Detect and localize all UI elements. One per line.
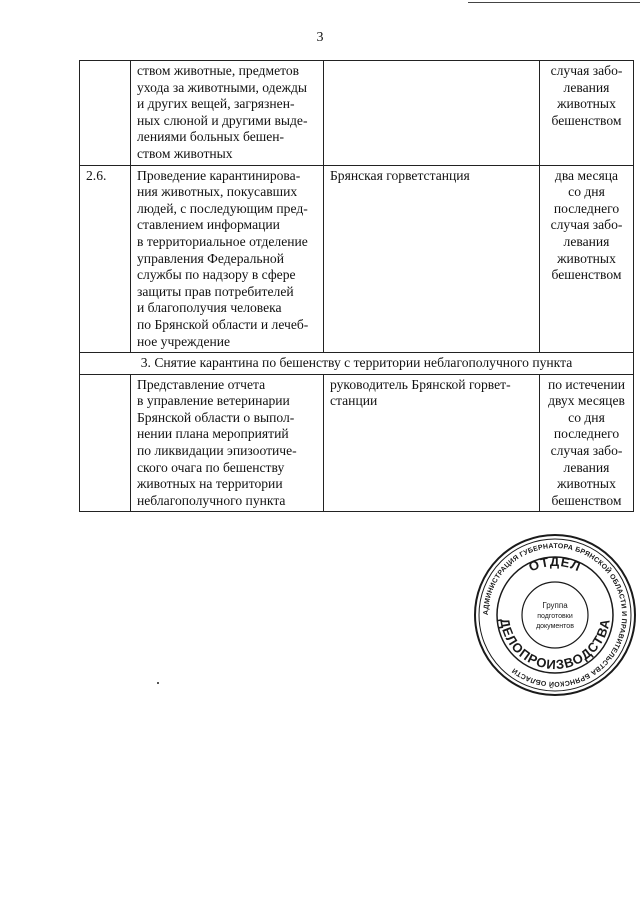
section-row bbox=[80, 353, 634, 375]
row-number bbox=[80, 374, 131, 512]
cell-line: животных на территории bbox=[137, 476, 283, 492]
table-row bbox=[80, 374, 634, 512]
cell-line: Брянская горветстанция bbox=[330, 167, 470, 183]
cell-line: управления Федеральной bbox=[137, 250, 284, 266]
cell-line: Брянской области о выпол- bbox=[137, 409, 295, 425]
cell-line: ухода за животными, одежды bbox=[137, 79, 308, 95]
responsible-cell bbox=[324, 165, 540, 353]
scan-speck bbox=[157, 682, 159, 684]
cell-line: неблагополучного пункта bbox=[137, 492, 286, 508]
cell-line: левания bbox=[563, 79, 610, 95]
cell-line: руководитель Брянской горвет- bbox=[330, 376, 511, 392]
cell-line: людей, с последующим пред- bbox=[137, 200, 308, 216]
cell-line: и благополучия человека bbox=[137, 300, 282, 316]
cell-line: по истечении bbox=[547, 376, 626, 392]
cell-line: в управление ветеринарии bbox=[137, 393, 290, 409]
top-edge-line bbox=[468, 2, 640, 3]
cell-line: лениями больных бешен- bbox=[137, 129, 285, 145]
plan-table bbox=[79, 60, 634, 512]
cell-line: ное учреждение bbox=[137, 333, 231, 349]
row-number bbox=[80, 61, 131, 166]
cell-line: ством животные, предметов bbox=[137, 63, 300, 78]
cell-line: ского очага по бешенству bbox=[137, 459, 285, 475]
cell-line: со дня bbox=[568, 409, 605, 425]
cell-line: со дня bbox=[568, 184, 605, 200]
stamp-bottom-text: ДЕЛОПРОИЗВОДСТВА bbox=[497, 616, 613, 673]
cell-line: бешенством bbox=[551, 112, 622, 128]
section-heading: 3. Снятие карантина по бешенству с территории неблагополучного пункта bbox=[80, 353, 634, 375]
cell-line: бешенством bbox=[551, 492, 622, 508]
cell-line: службы по надзору в сфере bbox=[137, 267, 296, 283]
cell-line: животных bbox=[557, 476, 616, 492]
cell-line: станции bbox=[330, 393, 378, 409]
action-cell bbox=[131, 61, 324, 166]
stamp-center-3: документов bbox=[536, 623, 574, 630]
cell-line: последнего bbox=[553, 426, 620, 442]
row-number: 2.6. bbox=[80, 165, 131, 353]
cell-line: ния животных, покусавших bbox=[137, 184, 298, 200]
responsible-cell bbox=[324, 374, 540, 512]
cell-line: и других вещей, загрязнен- bbox=[137, 96, 295, 112]
cell-line: ством животных bbox=[137, 145, 233, 161]
cell-line: два месяца bbox=[554, 167, 619, 183]
action-cell bbox=[131, 374, 324, 512]
cell-line: в территориальное отделение bbox=[137, 233, 308, 249]
cell-line: нении плана мероприятий bbox=[137, 426, 289, 442]
official-stamp bbox=[470, 530, 640, 700]
cell-line: ных слюной и другими выде- bbox=[137, 112, 308, 128]
cell-line: Проведение карантинирова- bbox=[137, 167, 301, 183]
cell-line: последнего bbox=[553, 200, 620, 216]
table-row bbox=[80, 61, 634, 166]
term-cell bbox=[540, 61, 634, 166]
responsible-cell bbox=[324, 61, 540, 166]
term-cell bbox=[540, 165, 634, 353]
cell-line: случая забо- bbox=[550, 443, 623, 459]
stamp-top-text: ОТДЕЛ bbox=[526, 553, 584, 575]
term-cell bbox=[540, 374, 634, 512]
action-cell bbox=[131, 165, 324, 353]
cell-line: животных bbox=[557, 96, 616, 112]
stamp-center-1: Группа bbox=[542, 601, 568, 610]
cell-line: по ликвидации эпизоотиче- bbox=[137, 443, 297, 459]
cell-line: бешенством bbox=[551, 267, 622, 283]
page-number: 3 bbox=[316, 30, 324, 45]
cell-line: защиты прав потребителей bbox=[137, 283, 294, 299]
cell-line: левания bbox=[563, 459, 610, 475]
cell-line: случая забо- bbox=[550, 63, 623, 78]
table-row bbox=[80, 165, 634, 353]
cell-line: Представление отчета bbox=[137, 376, 266, 392]
stamp-outer-text: АДМИНИСТРАЦИЯ ГУБЕРНАТОРА БРЯНСКОЙ ОБЛАСТИ И ПРАВИТЕЛЬСТВА БРЯНСКОЙ ОБЛАСТИ bbox=[482, 542, 628, 688]
cell-line: по Брянской области и лечеб- bbox=[137, 316, 309, 332]
cell-line: ставлением информации bbox=[137, 217, 280, 233]
cell-line: животных bbox=[557, 250, 616, 266]
stamp-center-2: подготовки bbox=[537, 613, 573, 620]
cell-line: случая забо- bbox=[550, 217, 623, 233]
cell-line: двух месяцев bbox=[548, 393, 625, 409]
cell-line: левания bbox=[563, 233, 610, 249]
